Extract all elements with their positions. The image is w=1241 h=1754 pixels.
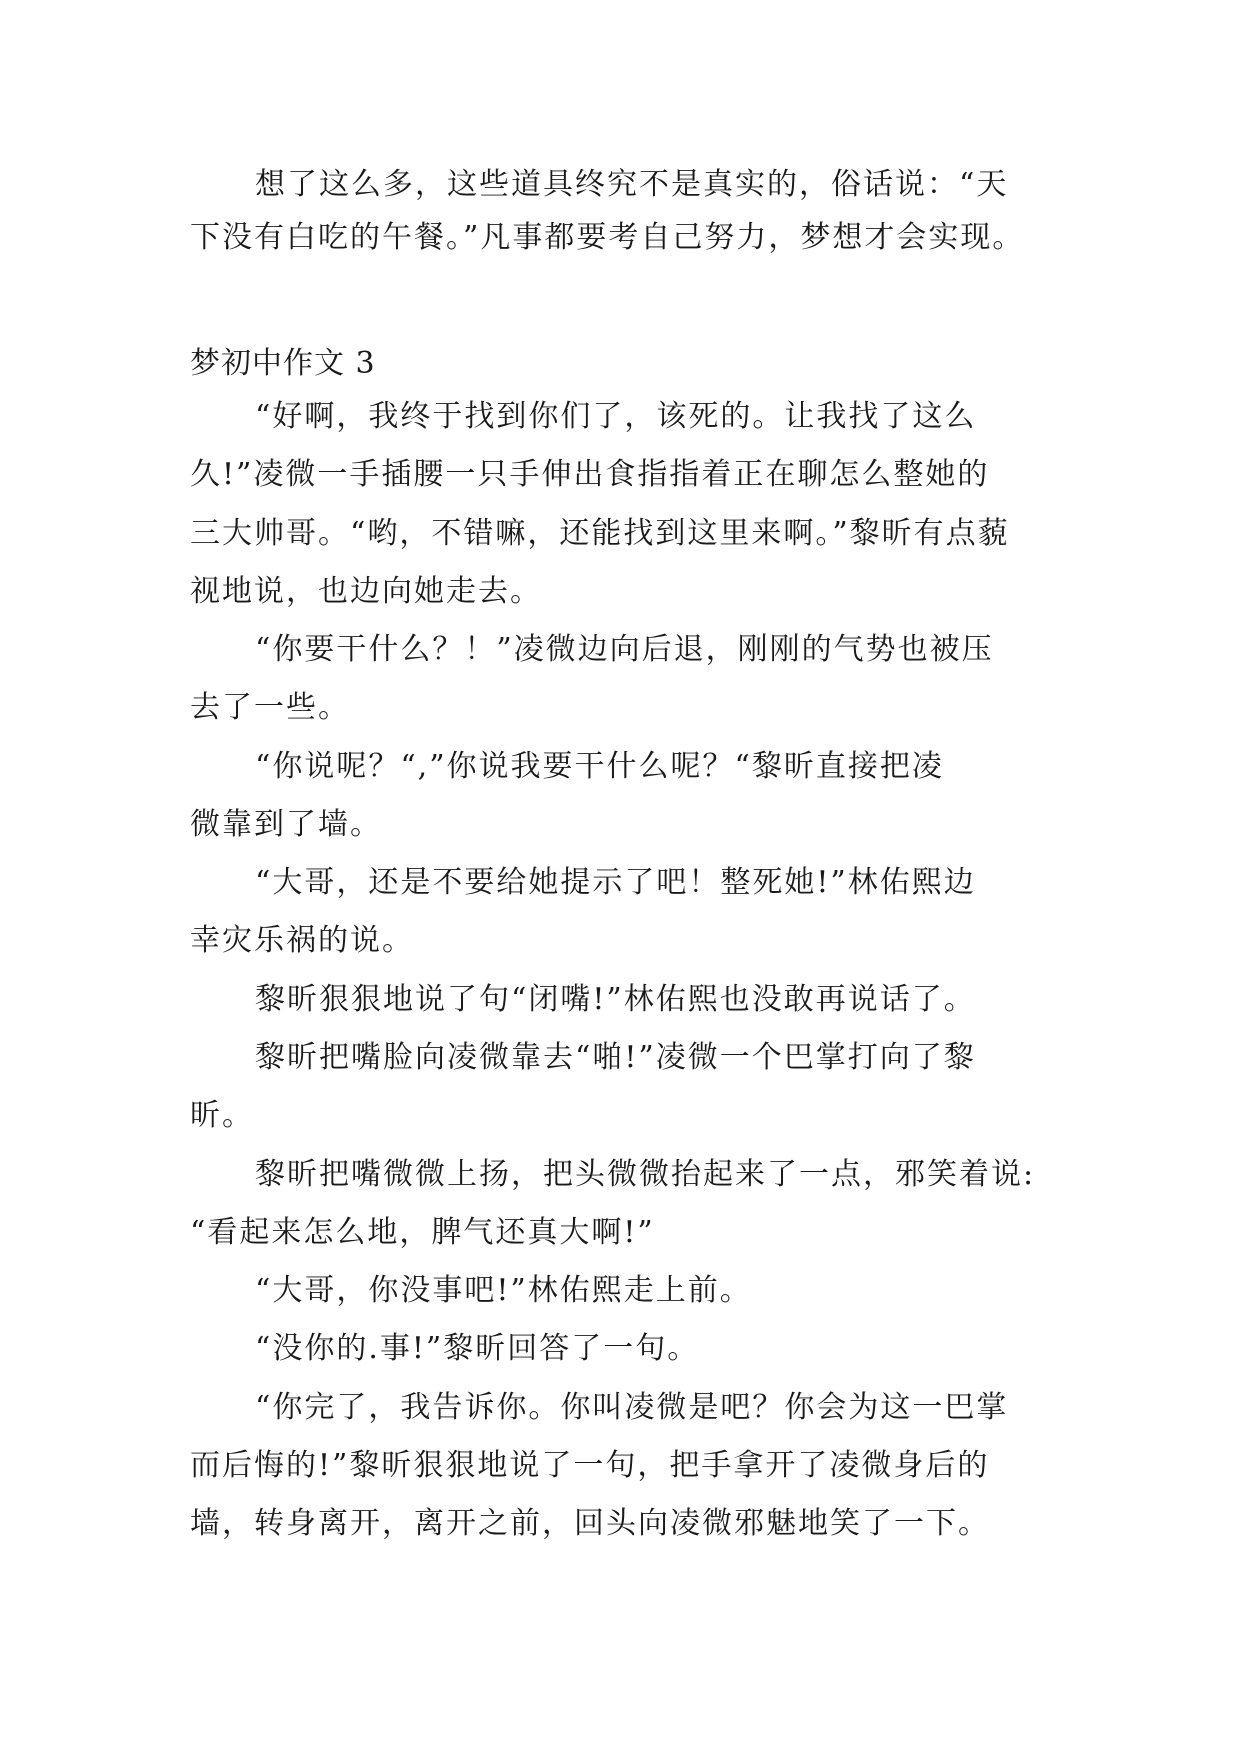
paragraph-line: “看起来怎么地，脾气还真大啊!” (190, 1215, 655, 1250)
paragraph-line: “大哥，还是不要给她提示了吧！整死她!”林佑熙边 (255, 865, 976, 900)
paragraph-line: 久!”凌微一手插腰一只手伸出食指指着正在聊怎么整她的 (190, 457, 990, 492)
paragraph-line: 昕。 (190, 1098, 254, 1133)
paragraph-line: 墙，转身离开，离开之前，回头向凌微邪魅地笑了一下。 (190, 1506, 990, 1541)
paragraph-line: “你完了，我告诉你。你叫凌微是吧？你会为这一巴掌 (255, 1390, 1009, 1425)
paragraph-line: “好啊，我终于找到你们了，该死的。让我找了这么 (255, 399, 977, 434)
paragraph-line: “大哥，你没事吧!”林佑熙走上前。 (255, 1273, 752, 1308)
paragraph-line: 黎昕把嘴微微上扬，把头微微抬起来了一点，邪笑着说: (255, 1157, 1036, 1192)
paragraph-line: 黎昕把嘴脸向凌微靠去“啪!”凌微一个巴掌打向了黎 (255, 1040, 976, 1075)
paragraph-line: “没你的.事!”黎昕回答了一句。 (255, 1331, 700, 1366)
paragraph-line: 想了这么多，这些道具终究不是真实的，俗话说：“天 (255, 167, 1009, 202)
paragraph-line: 幸灾乐祸的说。 (190, 923, 414, 958)
section-heading: 梦初中作文 3 (190, 346, 376, 381)
paragraph-line: 黎昕狠狠地说了句“闭嘴!”林佑熙也没敢再说话了。 (255, 982, 976, 1017)
paragraph-line: 三大帅哥。“哟，不错嘛，还能找到这里来啊。”黎昕有点藐 (190, 516, 1010, 551)
paragraph-line: 视地说，也边向她走去。 (190, 574, 542, 609)
paragraph-line: 去了一些。 (190, 690, 350, 725)
paragraph-line: “你要干什么？！”凌微边向后退，刚刚的气势也被压 (255, 632, 994, 667)
paragraph-line: 而后悔的!”黎昕狠狠地说了一句，把手拿开了凌微身后的 (190, 1448, 990, 1483)
paragraph-line: 下没有白吃的午餐。”凡事都要考自己努力，梦想才会实现。 (190, 220, 1025, 255)
paragraph-line: 微靠到了墙。 (190, 807, 382, 842)
paragraph-line: “你说呢？“,”你说我要干什么呢？“黎昕直接把凌 (255, 749, 944, 784)
